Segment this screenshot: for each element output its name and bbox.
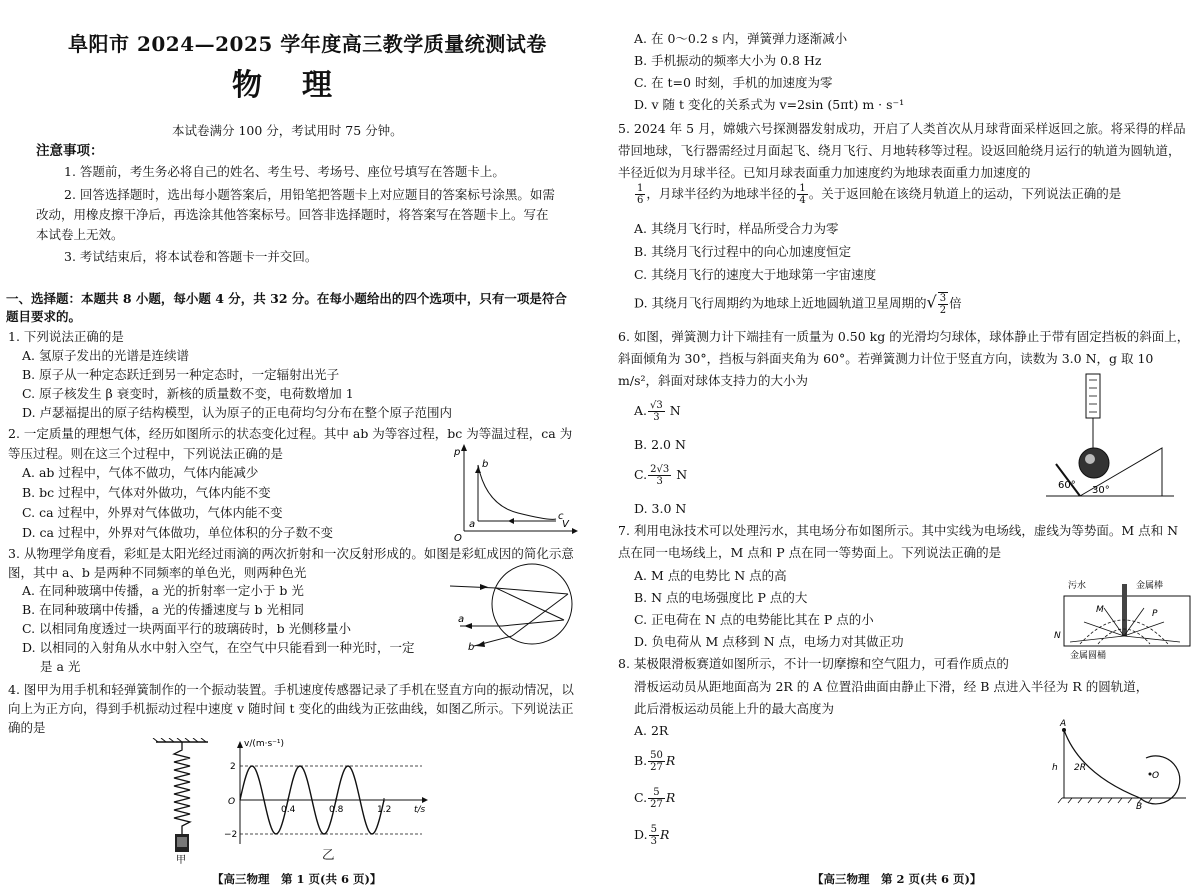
- q5-sqrt-fraction: $\frac{3}{2}$: [939, 293, 947, 316]
- q4-spring-device: [148, 738, 220, 866]
- origin-label: O: [454, 533, 462, 543]
- q8-option-d: D. $\frac{5}{3}$ R: [634, 824, 670, 847]
- q4-option-b: B. 手机振动的频率大小为 0.8 Hz: [634, 53, 822, 68]
- point-a-label: A: [1060, 719, 1067, 729]
- rod-label: 金属棒: [1136, 581, 1164, 591]
- origin-label: O: [228, 797, 236, 807]
- q5-stem-tail: $\frac{1}{6}$ ，月球半径约为地球半径的 $\frac{1}{4}$ 。关于返回舱在该绕月轨道上的运动，下列说法正确的是: [637, 183, 1122, 206]
- q4-stem: 4. 图甲为用手机和轻弹簧制作的一个振动装置。手机速度传感器记录了手机在竖直方向的振动情况，以向上为正方向，得到手机振动过程中速度 v 随时间 t 变化的曲线为正弦曲线，如图乙所示。下列说法正确的是: [8, 682, 574, 735]
- right-page: [612, 0, 1196, 896]
- field-line-2: [1084, 622, 1124, 636]
- circle-track: [1140, 756, 1180, 804]
- tick-label-0: 0.4: [281, 805, 296, 815]
- metal-rod: [1122, 584, 1127, 636]
- q7-option-a: A. M 点的电势比 N 点的高: [634, 568, 787, 583]
- q8-option-b: B. $\frac{50}{27}$ R: [634, 750, 676, 773]
- ca-arrow-icon: [508, 518, 514, 524]
- q3-option-a: A. 在同种玻璃中传播，a 光的折射率一定小于 b 光: [22, 583, 304, 598]
- q5-stem: 5. 2024 年 5 月，嫦娥六号探测器发射成功，开启了人类首次从月球背面采样返回之旅。将采得的样品带回地球，飞行器需经过月面起飞、绕月飞行、月地转移等过程。设返回舱绕月运行的轨道为圆轨道，半径近似为月球半径。已知月球表面重力加速度约为地球表面重力加速度的: [618, 121, 1186, 180]
- subject-title: 物理: [232, 68, 372, 103]
- point-b-label: b: [482, 459, 489, 470]
- v-arrow-icon: [572, 528, 578, 534]
- field-line-5: [1124, 622, 1164, 636]
- q8-option-c: C. $\frac{5}{27}$ R: [634, 787, 676, 810]
- point-b-label: B: [1136, 802, 1143, 810]
- left-page: [0, 0, 590, 896]
- center-o-label: O: [1152, 771, 1160, 781]
- q3-option-c: C. 以相同角度透过一块两面平行的玻璃砖时，b 光侧移量小: [22, 621, 352, 636]
- q4-option-c: C. 在 t=0 时刻，手机的加速度为零: [634, 75, 833, 90]
- angle-60-label: 60°: [1058, 480, 1076, 491]
- exam-title: 阜阳市 2024—2025 学年度高三教学质量统测试卷: [68, 32, 547, 56]
- q7-option-d: D. 负电荷从 M 点移到 N 点，电场力对其做正功: [634, 634, 904, 649]
- phone-screen: [177, 837, 187, 847]
- tick-label-2: 1.2: [377, 805, 392, 815]
- q6-option-d: D. 3.0 N: [634, 501, 687, 516]
- tick-label-1: 0.8: [329, 805, 344, 815]
- p-label: p: [454, 447, 461, 458]
- point-c-label: c: [558, 511, 564, 522]
- q2-option-d: D. ca 过程中，外界对气体做功，单位体积的分子数不变: [22, 525, 333, 540]
- q6-stem: 6. 如图，弹簧测力计下端挂有一质量为 0.50 kg 的光滑均匀球体，球体静止于带有固定挡板的斜面上，斜面倾角为 30°，挡板与斜面夹角为 60°。若弹簧测力计位于竖直方向，读数为 3.0 N，g 取 10 m/s²，斜面对球体支持力的大小为: [618, 329, 1190, 388]
- water-label: 污水: [1068, 581, 1087, 591]
- q3-stem: 3. 从物理学角度看，彩虹是太阳光经过雨滴的两次折射和一次反射形成的。如图是彩虹成因的简化示意图，其中 a、b 是两种不同频率的单色光，则两种色光: [8, 546, 574, 580]
- field-line-6: [1124, 636, 1180, 642]
- q6-option-b: B. 2.0 N: [634, 437, 686, 452]
- ball: [1079, 448, 1109, 478]
- height-h-label: h: [1052, 763, 1058, 773]
- q5-fraction-1: $\frac{1}{6}$: [637, 183, 644, 206]
- v-axis-label: v/(m·s⁻¹): [244, 739, 285, 749]
- v-label: V: [562, 519, 569, 530]
- q5-option-c: C. 其绕月飞行的速度大于地球第一宇宙速度: [634, 267, 877, 282]
- q8-b-fraction: $\frac{50}{27}$: [650, 750, 663, 773]
- exit-arrow-a-icon: [464, 623, 472, 629]
- field-line-1: [1070, 636, 1124, 642]
- q1-option-c: C. 原子核发生 β 衰变时，新核的质量数不变，电荷数增加 1: [22, 386, 354, 401]
- reflected-ray-1: [512, 594, 568, 636]
- v-axis-arrow-icon: [237, 741, 243, 748]
- ray-b-label: b: [468, 642, 475, 652]
- bc-curve: [478, 465, 556, 519]
- q8-stem-line1: 8. 某极限滑板赛道如图所示，不计一切摩擦和空气阻力，可看作质点的: [618, 656, 1009, 671]
- point-n-label: N: [1054, 631, 1061, 641]
- q8-stem-line2: 滑板运动员从距地面高为 2R 的 A 位置沿曲面由静止下滑，经 B 点进入半径为 R 的圆轨道，: [634, 679, 1149, 694]
- q7-electrophoresis-figure: [1040, 576, 1196, 662]
- incident-arrow-icon: [480, 584, 488, 590]
- raindrop-circle: [492, 564, 572, 644]
- q6-incline-figure: [1036, 372, 1180, 506]
- t-axis-arrow-icon: [422, 797, 428, 803]
- q4-option-d: D. v 随 t 变化的关系式为 v=2sin (5πt) m · s⁻¹: [634, 97, 905, 112]
- q8-track-figure: [1050, 718, 1188, 810]
- q5-option-d: D. 其绕月飞行周期约为地球上近地圆轨道卫星周期的√ $\frac{3}{2}$ 倍: [634, 292, 962, 316]
- q8-stem-line3: 此后滑板运动员能上升的最大高度为: [634, 701, 835, 716]
- height-2r-label: 2R: [1074, 763, 1086, 773]
- q7-option-c: C. 正电荷在 N 点的电势能比其在 P 点的小: [634, 612, 874, 627]
- q2-stem: 2. 一定质量的理想气体，经历如图所示的状态变化过程。其中 ab 为等容过程，bc 为等温过程，ca 为等压过程。则在这三个过程中，下列说法正确的是: [8, 426, 573, 461]
- tank-label: 金属圆桶: [1070, 651, 1107, 661]
- notice-item-2: 2. 回答选择题时，选出每小题答案后，用铅笔把答题卡上对应题目的答案标号涂黑。如需改动，用橡皮擦干净后，再选涂其他答案标号。回答非选择题时，将答案写在答题卡上。写在本试卷上无效。: [36, 187, 555, 242]
- field-line-3: [1104, 608, 1124, 636]
- notice-item-3: 3. 考试结束后，将本试卷和答题卡一并交回。: [64, 249, 318, 264]
- q2-option-a: A. ab 过程中，气体不做功，气体内能减少: [22, 465, 259, 480]
- q1-option-d: D. 卢瑟福提出的原子结构模型，认为原子的正电荷均匀分布在整个原子范围内: [22, 405, 453, 420]
- q7-stem: 7. 利用电泳技术可以处理污水，其电场分布如图所示。其中实线为电场线，虚线为等势面。M 点和 N 点在同一电场线上，M 点和 P 点在同一等势面上。下列说法正确的是: [618, 523, 1179, 560]
- ball-highlight: [1085, 454, 1095, 464]
- q1-option-b: B. 原子从一种定态跃迁到另一种定态时，一定辐射出光子: [22, 367, 340, 382]
- point-a-label: a: [469, 519, 476, 530]
- fig-yi-label: 乙: [322, 847, 335, 862]
- q6-option-a: A. $\frac{√3}{3}$ N: [634, 400, 681, 423]
- q5-fraction-2: $\frac{1}{4}$: [799, 183, 806, 206]
- q1-stem: 1. 下列说法正确的是: [8, 329, 124, 344]
- q6-c-fraction: $\frac{2√3}{3}$: [650, 464, 670, 487]
- q6-option-c: C. $\frac{2√3}{3}$ N: [634, 464, 688, 487]
- q8-c-fraction: $\frac{5}{27}$: [650, 787, 663, 810]
- q4-velocity-graph: [222, 738, 440, 858]
- v-min-label: −2: [224, 830, 238, 840]
- q5-option-a: A. 其绕月飞行时，样品所受合力为零: [634, 221, 839, 236]
- q3-option-d: D. 以相同的入射角从水中射入空气，在空气中只能看到一种光时，一定: [22, 640, 415, 655]
- notice-item-1: 1. 答题前，考生务必将自己的姓名、考生号、考场号、座位号填写在答题卡上。: [64, 164, 505, 179]
- exam-info: 本试卷满分 100 分，考试用时 75 分钟。: [172, 123, 403, 138]
- q5-option-b: B. 其绕月飞行过程中的向心加速度恒定: [634, 244, 852, 259]
- point-p-label: P: [1152, 609, 1158, 619]
- q7-option-b: B. N 点的电场强度比 P 点的大: [634, 590, 808, 605]
- section-heading: 一、选择题：本题共 8 小题，每小题 4 分，共 32 分。在每小题给出的四个选项中，只有一项是符合题目要求的。: [6, 291, 567, 324]
- q2-pv-graph: [448, 443, 578, 543]
- q4-option-a: A. 在 0～0.2 s 内，弹簧弹力逐渐减小: [634, 31, 848, 46]
- exit-arrow-b-icon: [476, 641, 485, 647]
- q1-option-a: A. 氢原子发出的光谱是连续谱: [22, 348, 189, 363]
- fig-jia-label: 甲: [176, 855, 186, 866]
- incident-ray: [450, 586, 496, 588]
- q2-option-c: C. ca 过程中，外界对气体做功，气体内能不变: [22, 505, 283, 520]
- q2-option-b: B. bc 过程中，气体对外做功，气体内能不变: [22, 485, 271, 500]
- angle-30-label: 30°: [1092, 485, 1110, 496]
- q3-raindrop-figure: [450, 560, 580, 652]
- q3-option-d-cont: 是 a 光: [40, 659, 81, 674]
- notice-title: 注意事项：: [36, 143, 104, 159]
- page-footer-left: 【高三物理 第 1 页(共 6 页)】: [212, 872, 382, 886]
- q3-option-b: B. 在同种玻璃中传播，a 光的传播速度与 b 光相同: [22, 602, 305, 617]
- q8-option-a: A. 2R: [634, 723, 669, 738]
- v-max-label: 2: [230, 762, 236, 772]
- spring: [174, 742, 190, 834]
- q6-a-fraction: $\frac{√3}{3}$: [650, 400, 663, 423]
- t-axis-label: t/s: [414, 805, 426, 815]
- point-m-label: M: [1096, 605, 1104, 615]
- reflected-ray-2: [502, 620, 564, 626]
- page-footer-right: 【高三物理 第 2 页(共 6 页)】: [812, 872, 982, 886]
- q8-d-fraction: $\frac{5}{3}$: [650, 824, 657, 847]
- ray-a-label: a: [458, 614, 465, 625]
- p-arrow-icon: [461, 444, 467, 451]
